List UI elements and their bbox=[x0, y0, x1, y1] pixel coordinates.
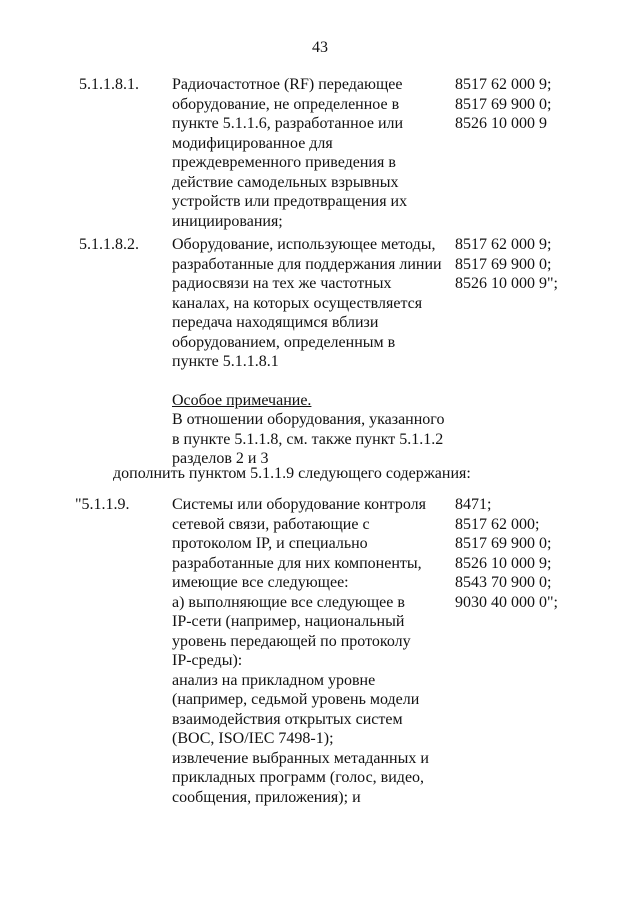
description-line: каналах, на которых осуществляется bbox=[172, 294, 423, 312]
spacer bbox=[172, 372, 442, 391]
entry-description bbox=[172, 235, 445, 469]
description-line: радиосвязи на тех же частотных bbox=[172, 275, 392, 292]
description-line: протоколом IP, и специально bbox=[172, 535, 368, 552]
description-line: модифицированное для bbox=[172, 134, 333, 152]
description-line: оборудованием, определенным в bbox=[172, 333, 396, 351]
code-line: 8543 70 900 0; bbox=[455, 574, 552, 591]
special-note-line: В отношении оборудования, указанного bbox=[172, 411, 445, 428]
description-line: пункте 5.1.1.8.1 bbox=[172, 353, 279, 370]
entry-codes bbox=[455, 235, 605, 294]
code-line: 8517 69 900 0; bbox=[455, 95, 552, 113]
description-line: передача находящимся вблизи bbox=[172, 314, 379, 331]
description-line: пункте 5.1.1.6, разработанное или bbox=[172, 115, 404, 132]
description-line: действие самодельных взрывных bbox=[172, 173, 399, 191]
description-line: извлечение выбранных метаданных и bbox=[172, 749, 429, 767]
code-line: 8517 69 900 0; bbox=[455, 535, 552, 552]
code-line: 8526 10 000 9 bbox=[455, 115, 547, 132]
code-line: 8517 62 000; bbox=[455, 515, 540, 533]
code-line: 8526 10 000 9"; bbox=[455, 275, 558, 292]
description-line: сообщения, приложения); и bbox=[172, 788, 361, 806]
description-line: Оборудование, использующее методы, bbox=[172, 236, 436, 253]
code-line: 8517 62 000 9; bbox=[455, 76, 552, 93]
description-line: оборудование, не определенное в bbox=[172, 95, 400, 113]
description-line: а) выполняющие все следующее в bbox=[172, 593, 405, 611]
special-note-line: в пункте 5.1.1.8, см. также пункт 5.1.1.2 bbox=[172, 430, 444, 448]
entry-number: "5.1.1.9. bbox=[75, 496, 130, 513]
description-line: разработанные для них компоненты, bbox=[172, 554, 422, 572]
entry-description bbox=[172, 495, 442, 807]
description-line: прикладных программ (голос, видео, bbox=[172, 769, 425, 786]
description-line: имеющие все следующее: bbox=[172, 574, 349, 591]
entry-number: 5.1.1.8.1. bbox=[79, 76, 139, 93]
description-line: (например, седьмой уровень модели bbox=[172, 691, 420, 708]
description-line: устройств или предотвращения их bbox=[172, 193, 408, 210]
entry-codes bbox=[455, 75, 605, 134]
code-line: 8517 62 000 9; bbox=[455, 236, 552, 253]
description-line: взаимодействия открытых систем bbox=[172, 710, 403, 728]
description-line: инициирования; bbox=[172, 212, 283, 230]
code-line: 8517 69 900 0; bbox=[455, 255, 552, 273]
description-line: IP-сети (например, национальный bbox=[172, 613, 405, 630]
code-line: 8471; bbox=[455, 496, 492, 513]
code-line: 9030 40 000 0"; bbox=[455, 593, 558, 611]
description-line: преждевременного приведения в bbox=[172, 154, 396, 171]
entry-codes bbox=[455, 495, 605, 612]
description-line: анализ на прикладном уровне bbox=[172, 671, 376, 689]
entry-description bbox=[172, 75, 442, 231]
special-note-title: Особое примечание. bbox=[172, 391, 312, 409]
description-line: разработанные для поддержания линии bbox=[172, 255, 442, 273]
special-note-line: разделов 2 и 3 bbox=[172, 450, 269, 467]
description-line: уровень передающей по протоколу bbox=[172, 632, 411, 650]
description-line: сетевой связи, работающие с bbox=[172, 515, 370, 533]
description-line: IP-среды): bbox=[172, 652, 243, 669]
entry-number: 5.1.1.8.2. bbox=[79, 236, 139, 253]
description-line: Радиочастотное (RF) передающее bbox=[172, 76, 403, 93]
description-line: Системы или оборудование контроля bbox=[172, 496, 426, 513]
page-number: 43 bbox=[312, 39, 328, 56]
description-line: (ВОС, ISO/IEC 7498-1); bbox=[172, 730, 334, 747]
code-line: 8526 10 000 9; bbox=[455, 554, 552, 572]
amendment-instruction: дополнить пунктом 5.1.1.9 следующего содержания: bbox=[113, 465, 471, 482]
